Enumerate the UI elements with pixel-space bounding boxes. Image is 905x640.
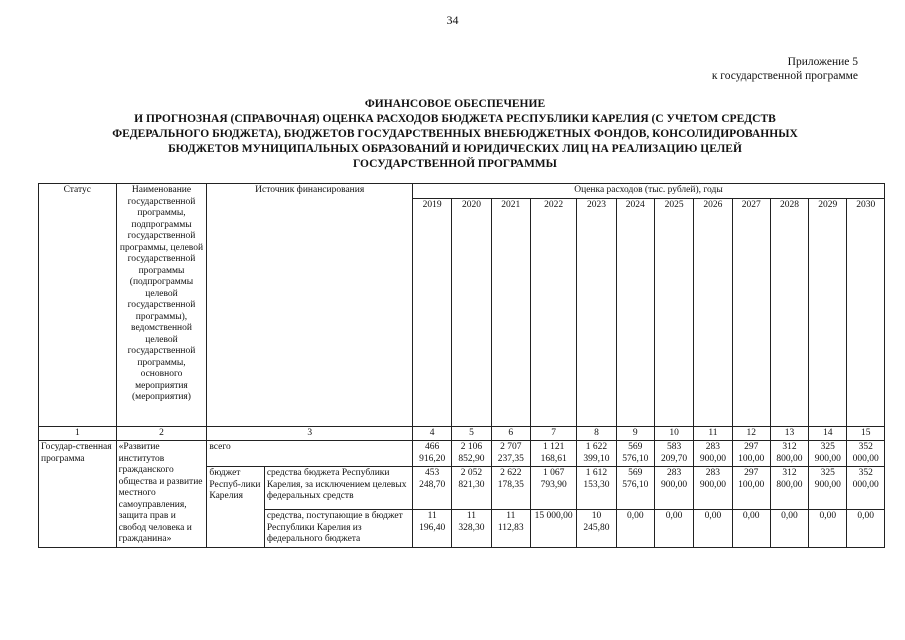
- header-year: 2028: [770, 198, 808, 426]
- program-name-cell: «Развитие институтов гражданского общества и развитие местного самоуправления, защита прав и свобод человека и гражданина»: [116, 441, 207, 548]
- column-number: 4: [413, 426, 452, 441]
- value-cell: 0,00: [809, 510, 847, 548]
- value-cell: 0,00: [694, 510, 732, 548]
- value-cell: 297 100,00: [732, 467, 770, 510]
- value-cell: 11 196,40: [413, 510, 452, 548]
- title-line-5: ГОСУДАРСТВЕННОЙ ПРОГРАММЫ: [353, 158, 557, 170]
- header-status: Статус: [39, 184, 117, 427]
- column-number: 5: [452, 426, 491, 441]
- header-year: 2026: [694, 198, 732, 426]
- appendix-line-2: к государственной программе: [711, 70, 858, 82]
- value-cell: 0,00: [654, 510, 693, 548]
- value-cell: 297 100,00: [732, 441, 770, 467]
- federal-funds-label: средства, поступающие в бюджет Республики Карелия из федерального бюджета: [264, 510, 412, 548]
- header-source: Источник финансирования: [207, 184, 413, 427]
- column-number: 11: [694, 426, 732, 441]
- page-number: 34: [446, 13, 459, 27]
- value-cell: 283 900,00: [694, 467, 732, 510]
- value-cell: 0,00: [616, 510, 654, 548]
- value-cell: 569 576,10: [616, 441, 654, 467]
- value-cell: 352 000,00: [847, 467, 885, 510]
- value-cell: 325 900,00: [809, 467, 847, 510]
- value-cell: 2 707 237,35: [491, 441, 530, 467]
- value-cell: 283 900,00: [654, 467, 693, 510]
- header-estimate: Оценка расходов (тыс. рублей), годы: [413, 184, 885, 199]
- value-cell: 1 612 153,30: [577, 467, 616, 510]
- header-year: 2025: [654, 198, 693, 426]
- value-cell: 283 900,00: [694, 441, 732, 467]
- value-cell: 1 622 399,10: [577, 441, 616, 467]
- value-cell: 2 622 178,35: [491, 467, 530, 510]
- value-cell: 466 916,20: [413, 441, 452, 467]
- value-cell: 1 121 168,61: [530, 441, 576, 467]
- header-year: 2030: [847, 198, 885, 426]
- value-cell: 10 245,80: [577, 510, 616, 548]
- value-cell: 352 000,00: [847, 441, 885, 467]
- budget-label-cell: бюджет Респуб-лики Карелия: [207, 467, 264, 548]
- value-cell: 453 248,70: [413, 467, 452, 510]
- value-cell: 312 800,00: [770, 441, 808, 467]
- column-number: 7: [530, 426, 576, 441]
- header-year: 2022: [530, 198, 576, 426]
- value-cell: 2 052 821,30: [452, 467, 491, 510]
- value-cell: 569 576,10: [616, 467, 654, 510]
- header-year: 2024: [616, 198, 654, 426]
- column-number: 6: [491, 426, 530, 441]
- value-cell: 325 900,00: [809, 441, 847, 467]
- appendix-line-1: Приложение 5: [787, 56, 858, 68]
- status-cell: Государ-ственная программа: [39, 441, 117, 548]
- table-row: [39, 441, 885, 467]
- header-name: Наименование государственной программы, подпрограммы государственной программы, целевой государственной программы (подпрограммы целевой государственной программы), ведомственной целевой государственной программы, основного мероприятия (мероприятия): [116, 184, 207, 427]
- column-number: 9: [616, 426, 654, 441]
- header-year: 2021: [491, 198, 530, 426]
- header-row: [39, 184, 885, 199]
- column-number: 10: [654, 426, 693, 441]
- value-cell: 11 112,83: [491, 510, 530, 548]
- source-total-label: всего: [207, 441, 413, 467]
- value-cell: 0,00: [770, 510, 808, 548]
- value-cell: 0,00: [847, 510, 885, 548]
- column-number: 14: [809, 426, 847, 441]
- column-number: 15: [847, 426, 885, 441]
- appendix-note: [712, 55, 858, 83]
- column-number-row: [39, 426, 885, 441]
- value-cell: 1 067 793,90: [530, 467, 576, 510]
- header-year: 2029: [809, 198, 847, 426]
- header-year: 2027: [732, 198, 770, 426]
- value-cell: 583 209,70: [654, 441, 693, 467]
- column-number: 3: [207, 426, 413, 441]
- column-number: 1: [39, 426, 117, 441]
- value-cell: 11 328,30: [452, 510, 491, 548]
- column-number: 2: [116, 426, 207, 441]
- column-number: 13: [770, 426, 808, 441]
- value-cell: 0,00: [732, 510, 770, 548]
- header-year: 2023: [577, 198, 616, 426]
- title-line-1: ФИНАНСОВОЕ ОБЕСПЕЧЕНИЕ: [364, 98, 546, 110]
- column-number: 12: [732, 426, 770, 441]
- own-funds-label: средства бюджета Республики Карелия, за исключением целевых федеральных средств: [264, 467, 412, 510]
- title-line-3: ФЕДЕРАЛЬНОГО БЮДЖЕТА), БЮДЖЕТОВ ГОСУДАРСТВЕННЫХ ВНЕБЮДЖЕТНЫХ ФОНДОВ, КОНСОЛИДИРОВАННЫХ: [112, 128, 798, 140]
- title-line-4: БЮДЖЕТОВ МУНИЦИПАЛЬНЫХ ОБРАЗОВАНИЙ И ЮРИДИЧЕСКИХ ЛИЦ НА РЕАЛИЗАЦИЮ ЦЕЛЕЙ: [168, 143, 742, 155]
- document-title: [60, 97, 850, 172]
- value-cell: 312 800,00: [770, 467, 808, 510]
- column-number: 8: [577, 426, 616, 441]
- title-line-2: И ПРОГНОЗНАЯ (СПРАВОЧНАЯ) ОЦЕНКА РАСХОДОВ БЮДЖЕТА РЕСПУБЛИКИ КАРЕЛИЯ (С УЧЕТОМ СРЕДСТВ: [134, 113, 776, 125]
- financing-table: [38, 183, 885, 548]
- value-cell: 2 106 852,90: [452, 441, 491, 467]
- header-year: 2020: [452, 198, 491, 426]
- value-cell: 15 000,00: [530, 510, 576, 548]
- header-year: 2019: [413, 198, 452, 426]
